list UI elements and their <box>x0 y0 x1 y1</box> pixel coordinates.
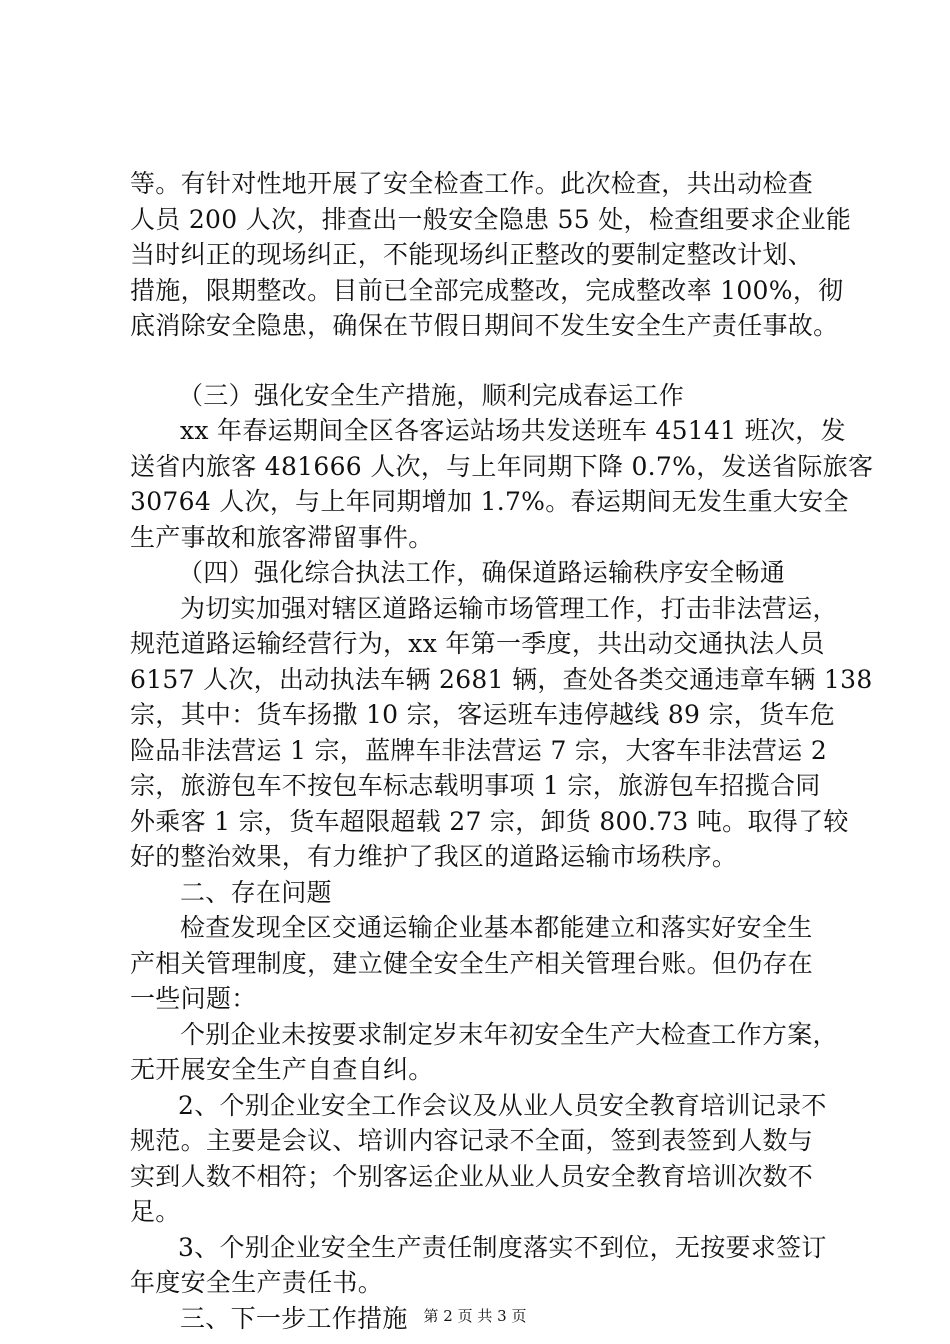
page-footer <box>0 1305 950 1326</box>
text-line: 规范道路运输经营行为，xx 年第一季度，共出动交通执法人员 <box>130 629 825 658</box>
text-line: 送省内旅客 481666 人次，与上年同期下降 0.7%，发送省际旅客 <box>130 451 874 481</box>
paragraph-issue-3 <box>130 1230 850 1301</box>
heading-line: 三、下一步工作措施 <box>180 1303 408 1333</box>
text-line: 实到人数不相符；个别客运企业从业人员安全教育培训次数不 <box>130 1161 814 1191</box>
paragraph-spring-transport <box>130 413 874 555</box>
section-heading-3 <box>130 378 850 414</box>
text-line: 等。有针对性地开展了安全检查工作。此次检查，共出动检查 <box>130 169 814 198</box>
text-line: 险品非法营运 1 宗，蓝牌车非法营运 7 宗，大客车非法营运 2 <box>130 735 828 765</box>
text-line: 足。 <box>130 1197 181 1226</box>
heading-line: 二、存在问题 <box>180 877 332 907</box>
document-body <box>130 166 874 1336</box>
text-line: 为切实加强对辖区道路运输市场管理工作，打击非法营运， <box>180 593 838 623</box>
paragraph-issue-1 <box>130 1017 850 1088</box>
text-line: 外乘客 1 宗，货车超限超载 27 宗，卸货 800.73 吨。取得了较 <box>130 806 849 836</box>
text-line: 人员 200 人次，排查出一般安全隐患 55 处，检查组要求企业能 <box>130 204 852 234</box>
section-heading-4 <box>130 555 850 591</box>
text-line: 产相关管理制度，建立健全安全生产相关管理台账。但仍存在 <box>130 948 814 978</box>
text-line: 底消除安全隐患，确保在节假日期间不发生安全生产责任事故。 <box>130 311 839 340</box>
text-line: 30764 人次，与上年同期增加 1.7%。春运期间无发生重大安全 <box>130 487 849 516</box>
text-line: 规范。主要是会议、培训内容记录不全面，签到表签到人数与 <box>130 1126 814 1155</box>
text-line: 年度安全生产责任书。 <box>130 1268 384 1297</box>
text-line: 当时纠正的现场纠正，不能现场纠正整改的要制定整改计划、 <box>130 240 814 269</box>
text-line: 宗，旅游包车不按包车标志载明事项 1 宗，旅游包车招揽合同 <box>130 771 821 800</box>
paragraph-continuation <box>130 166 850 344</box>
text-line: 2、个别企业安全工作会议及从业人员安全教育培训记录不 <box>178 1090 827 1120</box>
page-number-label: 第 2 页 共 3 页 <box>423 1307 527 1325</box>
text-line: 无开展安全生产自查自纠。 <box>130 1055 434 1084</box>
text-line: 好的整治效果，有力维护了我区的道路运输市场秩序。 <box>130 842 738 871</box>
text-line: 宗，其中：货车扬撒 10 宗，客运班车违停越线 89 宗，货车危 <box>130 700 836 729</box>
section-heading-problems <box>130 875 850 911</box>
paragraph-issue-2 <box>130 1088 850 1230</box>
text-line: 一些问题： <box>130 984 257 1013</box>
text-line: 个别企业未按要求制定岁末年初安全生产大检查工作方案， <box>180 1019 838 1049</box>
paragraph-inspection-findings <box>130 910 850 1017</box>
paragraph-law-enforcement <box>130 591 873 875</box>
text-line: 生产事故和旅客滞留事件。 <box>130 522 434 552</box>
text-line: xx 年春运期间全区各客运站场共发送班车 45141 班次，发 <box>180 416 846 445</box>
text-line: 措施，限期整改。目前已全部完成整改，完成整改率 100%，彻 <box>130 275 844 305</box>
heading-line: （三）强化安全生产措施，顺利完成春运工作 <box>178 380 685 410</box>
heading-line: （四）强化综合执法工作，确保道路运输秩序安全畅通 <box>178 558 786 587</box>
text-line: 6157 人次，出动执法车辆 2681 辆，查处各类交通违章车辆 138 <box>130 664 873 694</box>
text-line: 检查发现全区交通运输企业基本都能建立和落实好安全生 <box>180 913 813 942</box>
text-line: 3、个别企业安全生产责任制度落实不到位，无按要求签订 <box>178 1232 827 1262</box>
